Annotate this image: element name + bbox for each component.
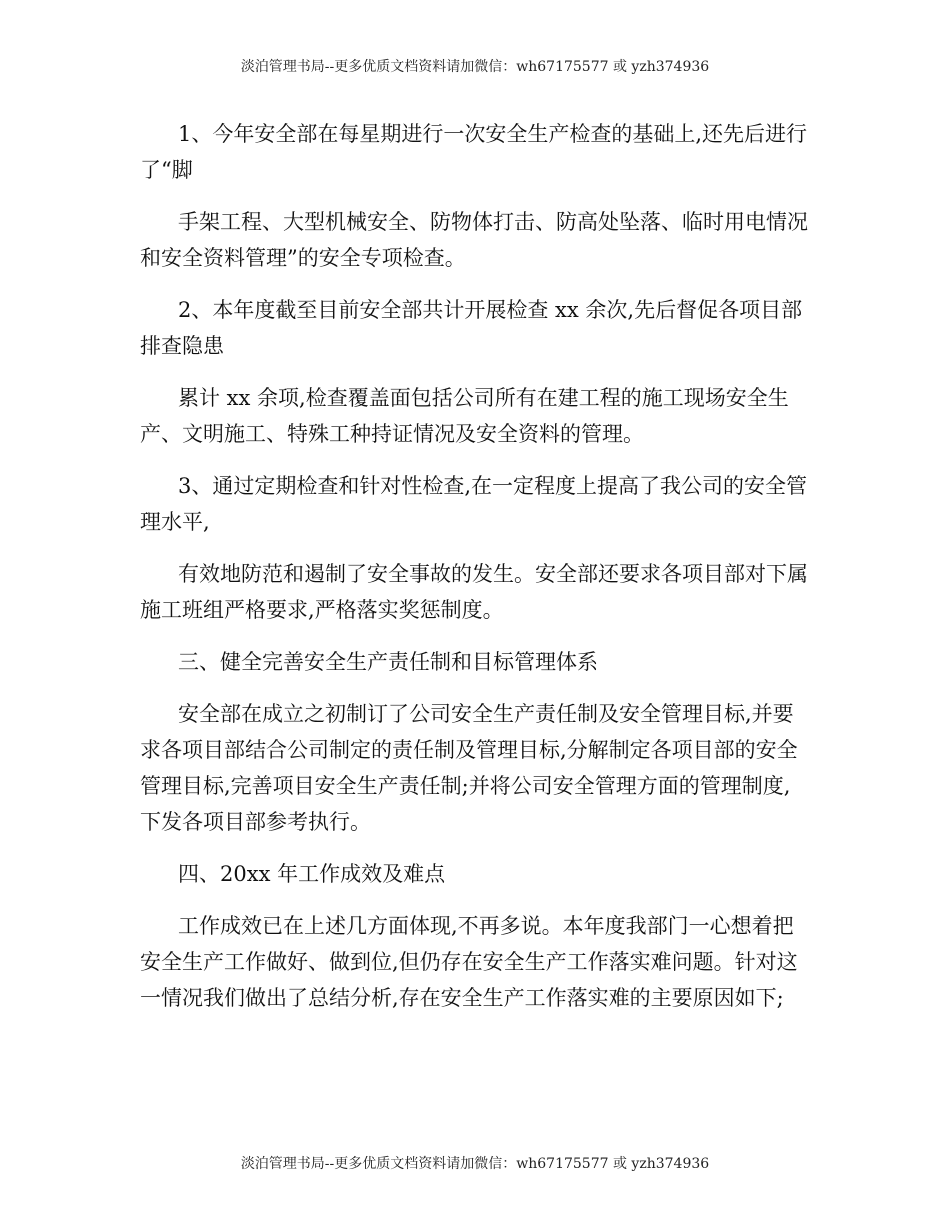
section-heading-4: 四、20xx 年工作成效及难点 — [178, 862, 446, 886]
page-footer: 淡泊管理书局--更多优质文档资料请加微信：wh67175577 或 yzh374936 — [240, 1156, 710, 1172]
paragraph-item-1: 1、今年安全部在每星期进行一次安全生产检查的基础上,还先后进行了“脚 — [140, 122, 808, 182]
paragraph-responsibility-system: 安全部在成立之初制订了公司安全生产责任制及安全管理目标,并要求各项目部结合公司制定的责任制及管理目标,分解制定各项目部的安全管理目标,完善项目安全生产责任制;并将公司安全管理方面的管理制度,下发各项目部参考执行。 — [140, 702, 798, 834]
paragraph-results-difficulties: 工作成效已在上述几方面体现,不再多说。本年度我部门一心想着把安全生产工作做好、做到位,但仍存在安全生产工作落实难问题。针对这一情况我们做出了总结分析,存在安全生产工作落实难的主要原因如下; — [140, 914, 798, 1010]
paragraph-item-3: 3、通过定期检查和针对性检查,在一定程度上提高了我公司的安全管理水平, — [140, 474, 808, 534]
page-header: 淡泊管理书局--更多优质文档资料请加微信：wh67175577 或 yzh374936 — [240, 59, 710, 75]
paragraph-item-1-continued: 手架工程、大型机械安全、防物体打击、防高处坠落、临时用电情况和安全资料管理”的安全专项检查。 — [140, 210, 808, 270]
paragraph-item-3-continued: 有效地防范和遏制了安全事故的发生。安全部还要求各项目部对下属施工班组严格要求,严格落实奖惩制度。 — [140, 562, 808, 622]
paragraph-item-2: 2、本年度截至目前安全部共计开展检查 xx 余次,先后督促各项目部排查隐患 — [140, 298, 803, 358]
document-body — [140, 116, 808, 1032]
paragraph-item-2-continued: 累计 xx 余项,检查覆盖面包括公司所有在建工程的施工现场安全生产、文明施工、特殊工种持证情况及安全资料的管理。 — [140, 386, 789, 446]
section-heading-3: 三、健全完善安全生产责任制和目标管理体系 — [178, 650, 598, 674]
